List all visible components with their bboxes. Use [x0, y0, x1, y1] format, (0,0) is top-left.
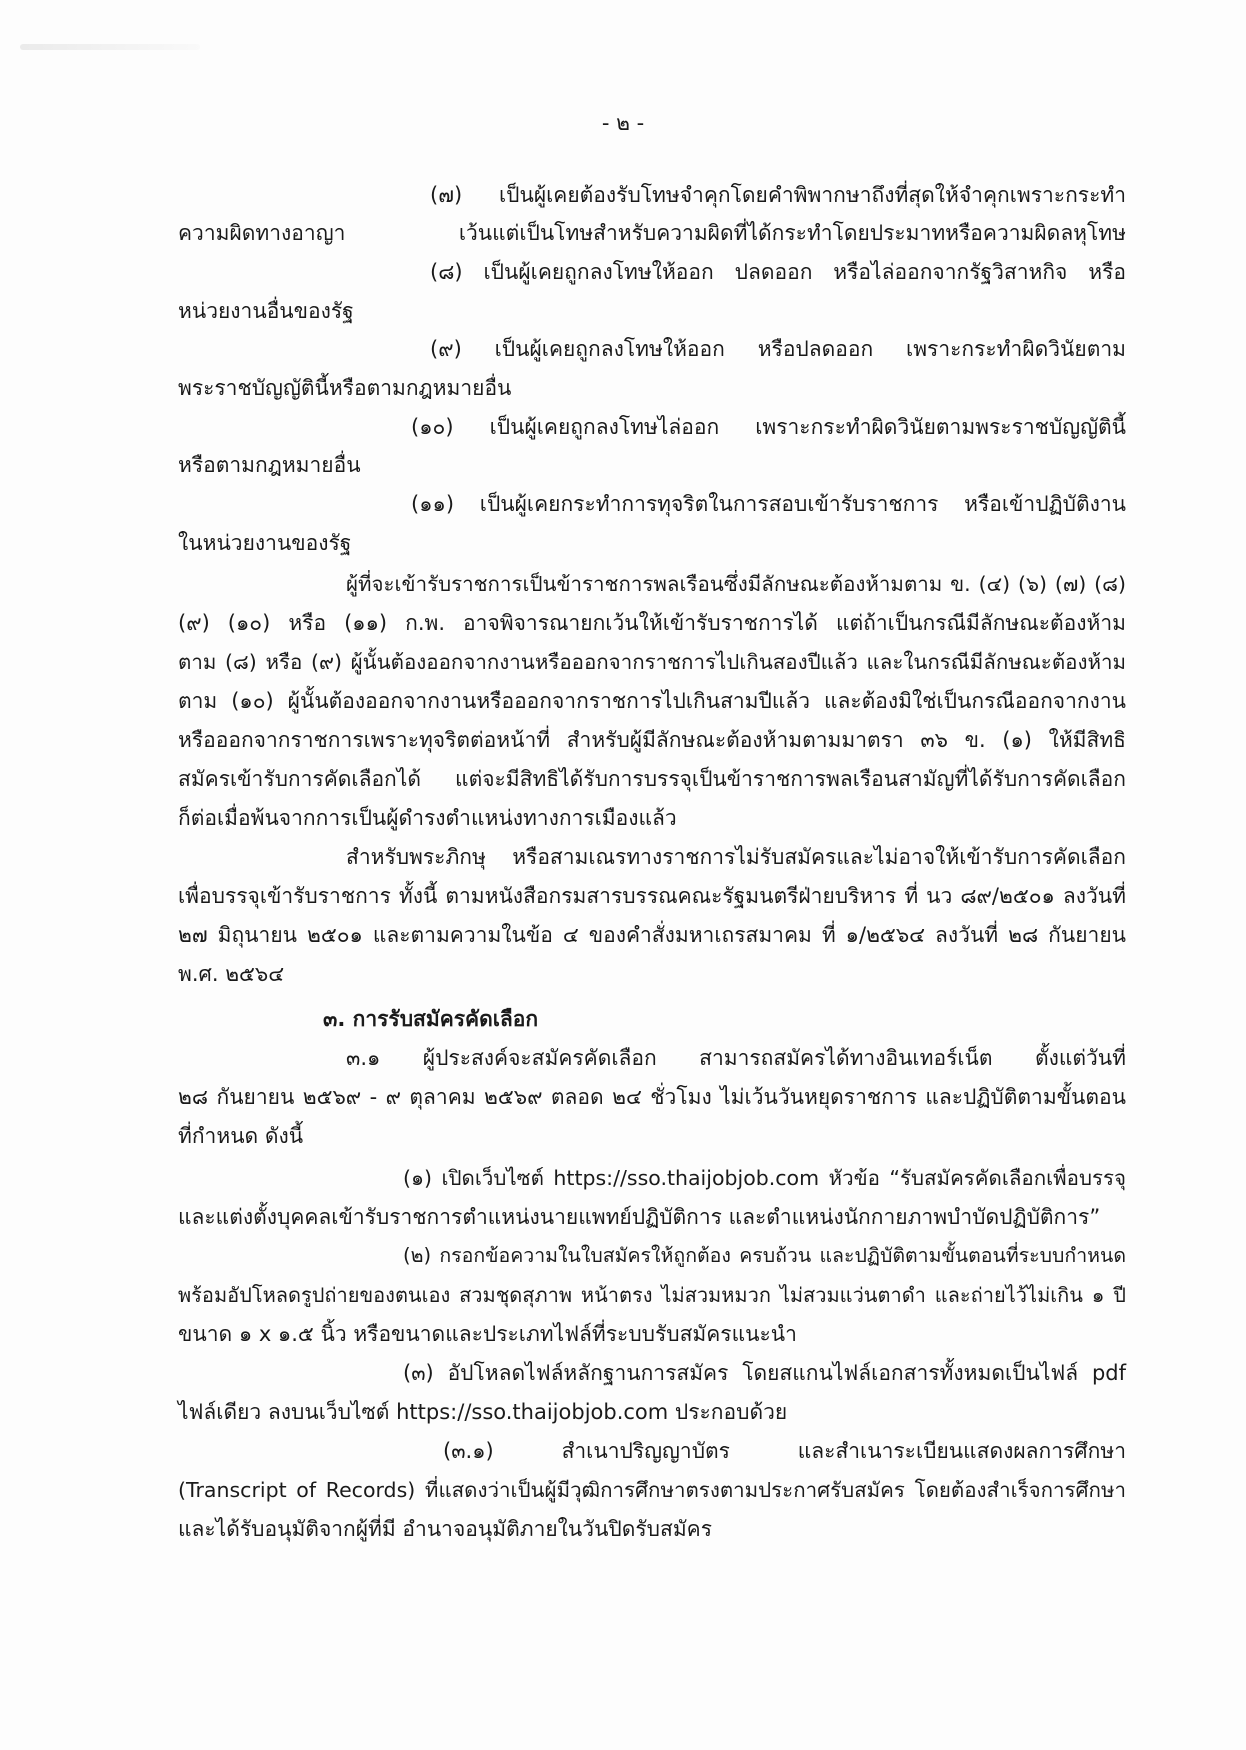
exemption-paragraph-line-6: สมัครเข้ารับการคัดเลือกได้ แต่จะมีสิทธิได้รับการบรรจุเป็นข้าราชการพลเรือนสามัญที่ได้รับการคัดเลือก	[178, 767, 1126, 791]
step-3-1-line-2: (Transcript of Records) ที่แสดงว่าเป็นผู้มีวุฒิการศึกษาตรงตามประกาศรับสมัคร โดยต้องสำเร็จการศึกษา	[178, 1478, 1126, 1502]
exemption-paragraph-line-3: ตาม (๘) หรือ (๙) ผู้นั้นต้องออกจากงานหรือออกจากราชการไปเกินสองปีแล้ว และในกรณีมีลักษณะต้องห้าม	[178, 650, 1126, 674]
step-2-line-2: พร้อมอัปโหลดรูปถ่ายของตนเอง สวมชุดสุภาพ หน้าตรง ไม่สวมหมวก ไม่สวมแว่นตาดำ และถ่ายไว้ไม่เกิน ๑ ปี	[178, 1283, 1126, 1307]
item-11-line-1: (๑๑) เป็นผู้เคยกระทำการทุจริตในการสอบเข้ารับราชการ หรือเข้าปฏิบัติงาน	[411, 492, 1126, 516]
exemption-paragraph-line-7: ก็ต่อเมื่อพ้นจากการเป็นผู้ดำรงตำแหน่งทางการเมืองแล้ว	[178, 806, 677, 830]
monk-paragraph-line-1: สำหรับพระภิกษุ หรือสามเณรทางราชการไม่รับสมัครและไม่อาจให้เข้ารับการคัดเลือก	[346, 845, 1126, 869]
item-8-line-1: (๘) เป็นผู้เคยถูกลงโทษให้ออก ปลดออก หรือไล่ออกจากรัฐวิสาหกิจ หรือ	[430, 260, 1126, 284]
exemption-paragraph-line-5: หรือออกจากราชการเพราะทุจริตต่อหน้าที่ สำหรับผู้มีลักษณะต้องห้ามตามมาตรา ๓๖ ข. (๑) ให้มีสิทธิ	[178, 728, 1126, 752]
item-11-line-2: ในหน่วยงานของรัฐ	[178, 531, 352, 555]
item-9-line-1: (๙) เป็นผู้เคยถูกลงโทษให้ออก หรือปลดออก เพราะกระทำผิดวินัยตาม	[430, 337, 1126, 361]
monk-paragraph-line-3: ๒๗ มิถุนายน ๒๕๐๑ และตามความในข้อ ๔ ของคำสั่งมหาเถรสมาคม ที่ ๑/๒๕๖๔ ลงวันที่ ๒๘ กันยายน	[178, 923, 1126, 947]
monk-paragraph-line-2: เพื่อบรรจุเข้ารับราชการ ทั้งนี้ ตามหนังสือกรมสารบรรณคณะรัฐมนตรีฝ่ายบริหาร ที่ นว ๘๙/๒๕๐๑ ลงวันที่	[178, 884, 1126, 908]
section-3-1-line-2: ๒๘ กันยายน ๒๕๖๙ - ๙ ตุลาคม ๒๕๖๙ ตลอด ๒๔ ชั่วโมง ไม่เว้นวันหยุดราชการ และปฏิบัติตามขั้นตอน	[178, 1085, 1126, 1109]
section-3-1-line-1: ๓.๑ ผู้ประสงค์จะสมัครคัดเลือก สามารถสมัครได้ทางอินเทอร์เน็ต ตั้งแต่วันที่	[346, 1046, 1126, 1070]
step-2-line-1: (๒) กรอกข้อความในใบสมัครให้ถูกต้อง ครบถ้วน และปฏิบัติตามขั้นตอนที่ระบบกำหนด	[403, 1244, 1126, 1267]
item-9-line-2: พระราชบัญญัตินี้หรือตามกฎหมายอื่น	[178, 376, 512, 400]
page-number: - ๒ -	[601, 111, 645, 135]
monk-paragraph-line-4: พ.ศ. ๒๕๖๔	[178, 962, 285, 986]
item-7-line-2: ความผิดทางอาญา เว้นแต่เป็นโทษสำหรับความผิดที่ได้กระทำโดยประมาทหรือความผิดลหุโทษ	[178, 221, 1126, 245]
step-2-line-3: ขนาด ๑ x ๑.๕ นิ้ว หรือขนาดและประเภทไฟล์ที่ระบบรับสมัครแนะนำ	[178, 1322, 797, 1346]
step-1-line-1: (๑) เปิดเว็บไซต์ https://sso.thaijobjob.com หัวข้อ “รับสมัครคัดเลือกเพื่อบรรจุ	[403, 1166, 1126, 1190]
step-1-line-2: และแต่งตั้งบุคคลเข้ารับราชการตำแหน่งนายแพทย์ปฏิบัติการ และตำแหน่งนักกายภาพบำบัดปฏิบัติการ”	[178, 1205, 1101, 1229]
item-8-line-2: หน่วยงานอื่นของรัฐ	[178, 299, 354, 323]
section-3-1-line-3: ที่กำหนด ดังนี้	[178, 1124, 304, 1148]
item-10-line-1: (๑๐) เป็นผู้เคยถูกลงโทษไล่ออก เพราะกระทำผิดวินัยตามพระราชบัญญัตินี้	[411, 415, 1126, 439]
step-3-line-1: (๓) อัปโหลดไฟล์หลักฐานการสมัคร โดยสแกนไฟล์เอกสารทั้งหมดเป็นไฟล์ pdf	[403, 1361, 1126, 1385]
item-10-line-2: หรือตามกฎหมายอื่น	[178, 453, 361, 477]
exemption-paragraph-line-2: (๙) (๑๐) หรือ (๑๑) ก.พ. อาจพิจารณายกเว้นให้เข้ารับราชการได้ แต่ถ้าเป็นกรณีมีลักษณะต้องห้าม	[178, 611, 1126, 635]
scan-artifact	[20, 44, 200, 50]
section-3-heading: ๓. การรับสมัครคัดเลือก	[323, 1007, 539, 1031]
exemption-paragraph-line-4: ตาม (๑๐) ผู้นั้นต้องออกจากงานหรือออกจากราชการไปเกินสามปีแล้ว และต้องมิใช่เป็นกรณีออกจากงาน	[178, 689, 1126, 713]
step-3-1-line-3: และได้รับอนุมัติจากผู้ที่มี อำนาจอนุมัติภายในวันปิดรับสมัคร	[178, 1517, 712, 1541]
item-7-line-1: (๗) เป็นผู้เคยต้องรับโทษจำคุกโดยคำพิพากษาถึงที่สุดให้จำคุกเพราะกระทำ	[430, 183, 1126, 207]
exemption-paragraph-line-1: ผู้ที่จะเข้ารับราชการเป็นข้าราชการพลเรือนซึ่งมีลักษณะต้องห้ามตาม ข. (๔) (๖) (๗) (๘)	[346, 572, 1126, 596]
step-3-1-line-1: (๓.๑) สำเนาปริญญาบัตร และสำเนาระเบียนแสดงผลการศึกษา	[443, 1439, 1126, 1463]
step-3-line-2: ไฟล์เดียว ลงบนเว็บไซต์ https://sso.thaijobjob.com ประกอบด้วย	[178, 1400, 788, 1424]
